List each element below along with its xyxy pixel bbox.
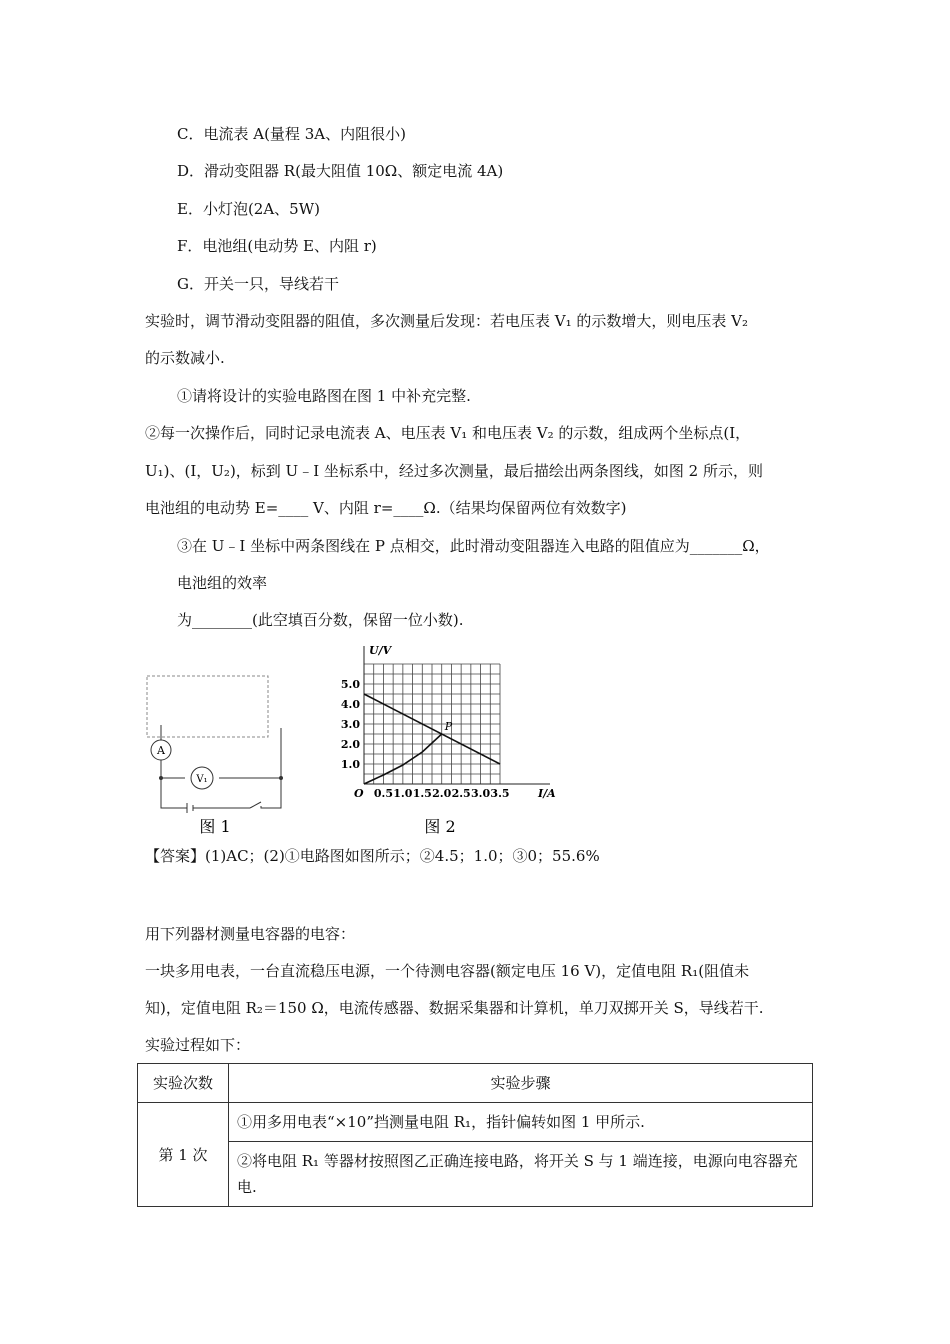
x-tick-label: 0.5 (373, 787, 393, 800)
x-axis-label: I/A (538, 787, 556, 800)
y-tick-label: 4.0 (340, 698, 360, 711)
x-tick-label: 2.0 (432, 787, 452, 800)
question-3: 电池组的效率 (177, 574, 268, 592)
option-g: G．开关一只，导线若干 (177, 275, 339, 293)
row-label: 第 1 次 (138, 1103, 229, 1207)
x-tick-label: 3.5 (490, 787, 510, 800)
paragraph: 一块多用电表，一台直流稳压电源，一个待测电容器(额定电压 16 V)，定值电阻 R₁(阻值未 (145, 962, 750, 980)
paragraph: 的示数减小. (145, 349, 225, 367)
table-cell: ②将电阻 R₁ 等器材按照图乙正确连接电路，将开关 S 与 1 端连接，电源向电容器充电. (229, 1142, 813, 1207)
y-tick-label: 1.0 (340, 758, 360, 771)
x-tick-label: 1.5 (412, 787, 432, 800)
option-e: E．小灯泡(2A、5W) (177, 200, 320, 218)
question-1: ①请将设计的实验电路图在图 1 中补充完整. (177, 387, 471, 405)
option-d: D．滑动变阻器 R(最大阻值 10Ω、额定电流 4A) (177, 162, 504, 180)
x-tick-label: 1.0 (393, 787, 413, 800)
table-cell: ①用多用电表“×10”挡测量电阻 R₁，指针偏转如图 1 甲所示. (229, 1103, 813, 1142)
question-2: 电池组的电动势 E=____ V、内阻 r=____Ω.（结果均保留两位有效数字) (145, 499, 627, 517)
question-3: 为________(此空填百分数，保留一位小数). (177, 611, 464, 629)
question-3: ③在 U﹣I 坐标中两条图线在 P 点相交，此时滑动变阻器连入电路的阻值应为_______Ω， (177, 537, 770, 555)
experiment-table (137, 1063, 813, 1207)
dashed-box (147, 676, 268, 737)
paragraph: 知)，定值电阻 R₂＝150 Ω，电流传感器、数据采集器和计算机，单刀双掷开关 S，导线若干. (145, 999, 764, 1017)
paragraph: 实验时，调节滑动变阻器的阻值，多次测量后发现：若电压表 V₁ 的示数增大，则电压表 V₂ (145, 312, 748, 330)
figure-2-chart (341, 644, 556, 800)
y-tick-label: 3.0 (340, 718, 360, 731)
point-p-label: P (444, 720, 453, 733)
figure-1-circuit (147, 676, 283, 836)
answer: 【答案】(1)AC；(2)①电路图如图所示；②4.5；1.0；③0；55.6% (145, 847, 600, 865)
table-header: 实验次数 (138, 1064, 229, 1103)
paragraph: 用下列器材测量电容器的电容： (145, 925, 356, 943)
figures (140, 640, 570, 840)
svg-text:V₁: V₁ (196, 774, 208, 785)
x-tick-label: 3.0 (471, 787, 491, 800)
figure-2-caption: 图 2 (424, 817, 456, 836)
x-tick-label: 2.5 (451, 787, 471, 800)
paragraph: 实验过程如下： (145, 1036, 251, 1054)
y-axis-label: U/V (369, 644, 392, 657)
table-header: 实验步骤 (229, 1064, 813, 1103)
option-c: C．电流表 A(量程 3A、内阻很小) (177, 125, 406, 143)
y-tick-label: 5.0 (340, 678, 360, 691)
question-2: U₁)、(I，U₂)，标到 U﹣I 坐标系中，经过多次测量，最后描绘出两条图线，如图 2 所示，则 (145, 462, 763, 480)
svg-text:A: A (157, 744, 165, 757)
question-2: ②每一次操作后，同时记录电流表 A、电压表 V₁ 和电压表 V₂ 的示数，组成两个坐标点(I， (145, 424, 751, 442)
figure-1-caption: 图 1 (199, 817, 231, 836)
origin-label: O (354, 787, 364, 800)
y-tick-label: 2.0 (340, 738, 360, 751)
option-f: F．电池组(电动势 E、内阻 r) (177, 237, 377, 255)
